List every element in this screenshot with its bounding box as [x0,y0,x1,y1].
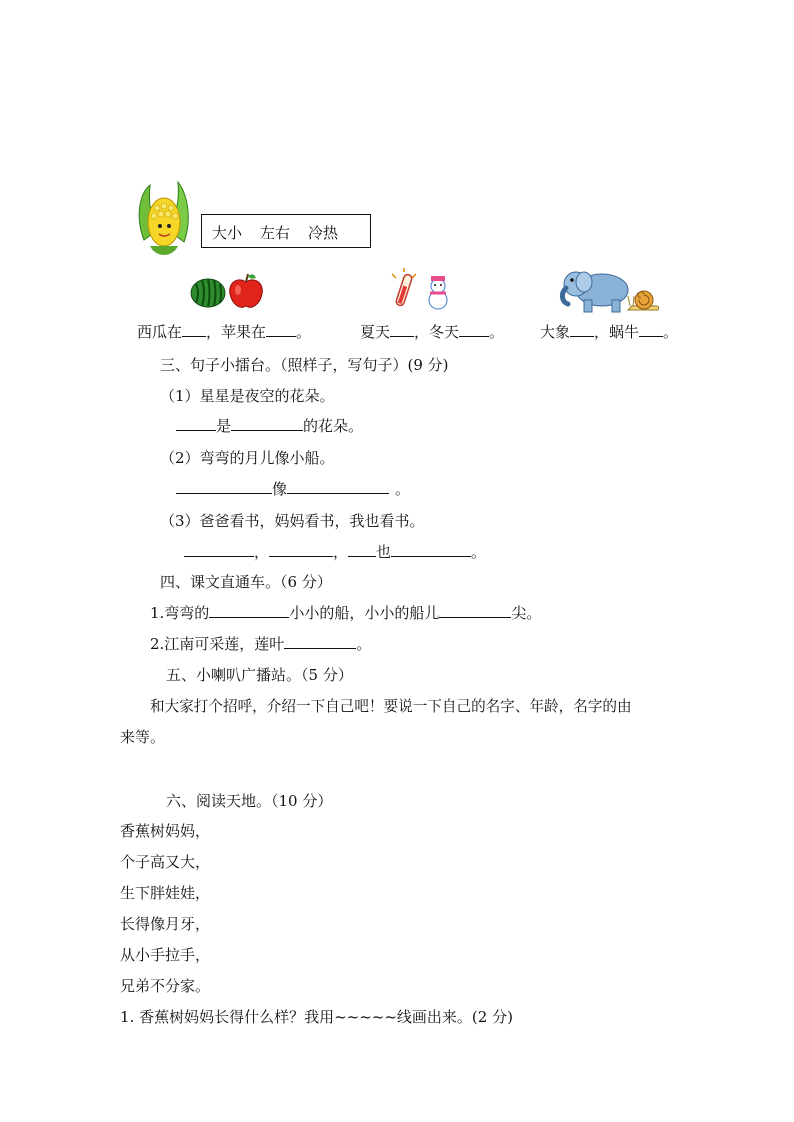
answer-blank[interactable] [176,479,272,494]
answer-blank[interactable] [184,542,254,557]
animal-text-1: 大象 [540,323,571,341]
poem-line: 生下胖娃娃， [120,884,211,902]
fill-row-animal [540,321,678,342]
answer-blank[interactable] [284,634,356,649]
answer-blank[interactable] [570,322,594,337]
s4-l2-text-2: 。 [356,635,372,653]
section3-q1-answer [176,415,363,436]
elephant-icon [560,266,632,314]
answer-blank[interactable] [348,542,376,557]
fill-row-fruit [137,321,311,342]
apple-icon [228,272,264,310]
section5-text-2: 来等。 [120,728,166,746]
poem-line: 从小手拉手， [120,946,211,964]
fruit-text-1: 西瓜在 [137,323,183,341]
s4-l2-text-1: 2.江南可采莲，莲叶 [150,635,285,653]
word-3: 冷热 [308,224,339,242]
section4-line2 [150,633,371,654]
section3-q3-answer [184,541,486,562]
answer-blank[interactable] [269,542,333,557]
poem-line: 兄弟不分家。 [120,977,211,995]
answer-blank[interactable] [439,603,511,618]
answer-blank[interactable] [176,416,216,431]
q1-end: 的花朵。 [303,417,364,435]
fill-row-season [360,321,504,342]
watermelon-icon [190,276,226,308]
answer-blank[interactable] [209,603,289,618]
animal-text-3: 。 [663,323,679,341]
word-box [201,214,371,248]
q3-end: 。 [471,543,487,561]
answer-blank[interactable] [390,322,414,337]
poem-line: 长得像月牙， [120,915,211,933]
word-1: 大小 [212,224,243,242]
answer-blank[interactable] [391,542,471,557]
s4-l1-text-1: 1.弯弯的 [150,604,210,622]
s4-l1-text-2: 小小的船，小小的船儿 [289,604,440,622]
fruit-text-2: ，苹果在 [206,323,267,341]
section4-line1 [150,602,541,623]
season-text-2: ，冬天 [414,323,460,341]
section6-heading: 六、阅读天地。（10 分） [166,792,333,810]
answer-blank[interactable] [287,479,389,494]
answer-blank[interactable] [459,322,489,337]
section6-q1: 1. 香蕉树妈妈长得什么样？我用~~~~~线画出来。(2 分) [120,1008,513,1026]
corn-icon [136,180,192,260]
answer-blank[interactable] [182,322,206,337]
word-2: 左右 [260,224,291,242]
q3-mid: 也 [376,543,392,561]
section3-heading: 三、句子小擂台。（照样子，写句子）(9 分) [160,356,449,374]
section3-q2-answer [176,478,410,499]
s4-l1-text-3: 尖。 [511,604,542,622]
q1-mid: 是 [216,417,232,435]
section3-q3: （3）爸爸看书，妈妈看书，我也看书。 [160,512,425,530]
q3-comma-2: ， [333,543,349,561]
section5-heading: 五、小喇叭广播站。（5 分） [166,666,353,684]
fruit-text-3: 。 [296,323,312,341]
q2-end: 。 [395,480,411,498]
answer-blank[interactable] [639,322,663,337]
section3-q2: （2）弯弯的月儿像小船。 [160,449,335,467]
section5-text-1: 和大家打个招呼，介绍一下自己吧！要说一下自己的名字、年龄，名字的由 [150,698,632,715]
answer-blank[interactable] [266,322,296,337]
poem-line: 香蕉树妈妈， [120,822,211,840]
answer-blank[interactable] [231,416,303,431]
q3-comma-1: ， [254,543,270,561]
poem-line: 个子高又大， [120,853,211,871]
season-text-3: 。 [489,323,505,341]
animal-text-2: ，蜗牛 [594,323,640,341]
section4-heading: 四、课文直通车。（6 分） [160,573,332,591]
snail-icon [626,286,662,314]
sun-snowman-icon [390,268,454,312]
season-text-1: 夏天 [360,323,391,341]
section3-q1: （1）星星是夜空的花朵。 [160,387,335,405]
q2-mid: 像 [272,480,288,498]
